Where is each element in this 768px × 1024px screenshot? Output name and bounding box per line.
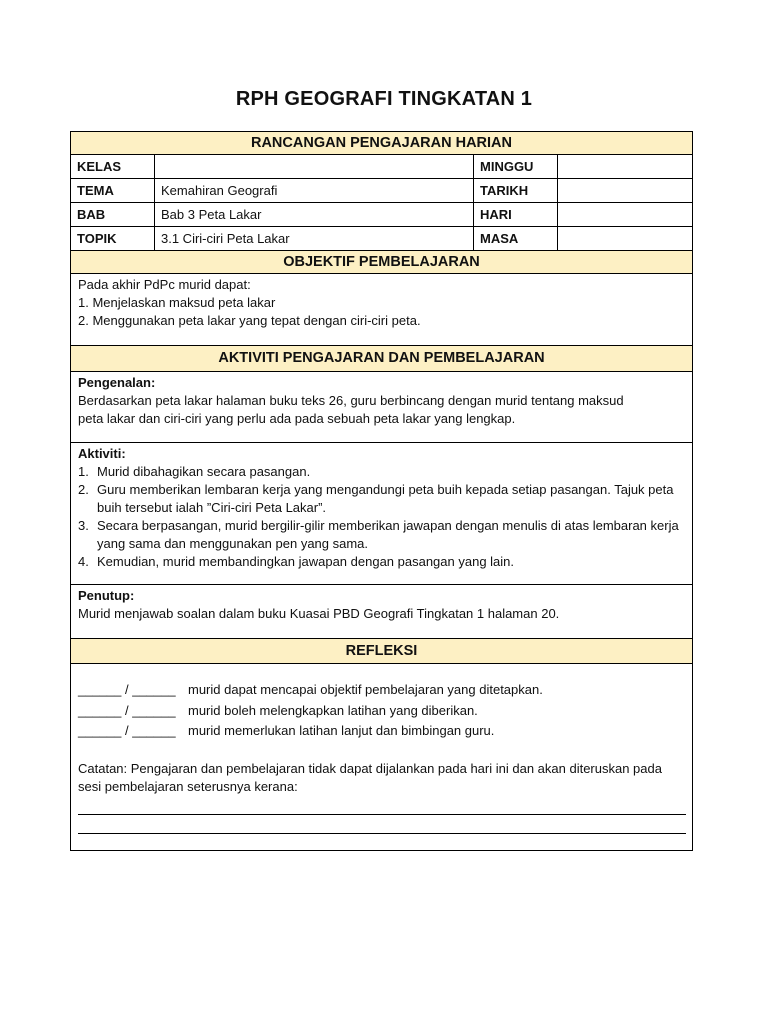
list-text: Kemudian, murid membandingkan jawapan dengan pasangan yang lain. bbox=[97, 554, 515, 569]
info-label: MINGGU bbox=[474, 155, 558, 178]
pengenalan-line: peta lakar dan ciri-ciri yang perlu ada pada sebuah peta lakar yang lengkap. bbox=[78, 411, 516, 426]
info-label: HARI bbox=[474, 203, 558, 226]
info-value bbox=[558, 203, 692, 226]
aktiviti-title: Aktiviti: bbox=[78, 446, 126, 461]
info-value bbox=[558, 179, 692, 202]
list-item bbox=[78, 481, 685, 517]
pengenalan-section bbox=[71, 372, 692, 443]
info-label: KELAS bbox=[71, 155, 155, 178]
objektif-line: 2. Menggunakan peta lakar yang tepat dengan ciri-ciri peta. bbox=[78, 313, 421, 328]
header-band: RANCANGAN PENGAJARAN HARIAN bbox=[71, 132, 692, 155]
info-value: 3.1 Ciri-ciri Peta Lakar bbox=[155, 227, 474, 250]
list-item bbox=[78, 517, 685, 553]
refleksi-heading: REFLEKSI bbox=[71, 639, 692, 664]
lesson-plan-table bbox=[70, 131, 693, 851]
penutup-text: Murid menjawab soalan dalam buku Kuasai PBD Geografi Tingkatan 1 halaman 20. bbox=[78, 606, 560, 621]
refleksi-text: murid memerlukan latihan lanjut dan bimbingan guru. bbox=[188, 723, 495, 738]
info-label: TEMA bbox=[71, 179, 155, 202]
list-number: 1. bbox=[78, 464, 89, 479]
info-row-topik bbox=[71, 227, 692, 251]
objektif-line: Pada akhir PdPc murid dapat: bbox=[78, 277, 251, 292]
info-row-tema bbox=[71, 179, 692, 203]
pengenalan-line: Berdasarkan peta lakar halaman buku teks 26, guru berbincang dengan murid tentang maksud bbox=[78, 393, 624, 408]
answer-line bbox=[78, 815, 686, 834]
list-item bbox=[78, 553, 685, 571]
refleksi-line bbox=[78, 680, 685, 701]
info-label: MASA bbox=[474, 227, 558, 250]
list-number: 4. bbox=[78, 554, 89, 569]
list-item bbox=[78, 463, 685, 481]
info-label: TOPIK bbox=[71, 227, 155, 250]
answer-line bbox=[78, 796, 686, 815]
info-value bbox=[155, 155, 474, 178]
refleksi-blank: ______ / ______ bbox=[78, 682, 176, 697]
list-number: 3. bbox=[78, 518, 89, 533]
catatan-text: Catatan: Pengajaran dan pembelajaran tidak dapat dijalankan pada hari ini dan akan diteruskan pada sesi pembelajaran seterusnya kerana: bbox=[78, 760, 662, 794]
refleksi-section bbox=[71, 664, 692, 850]
info-row-kelas bbox=[71, 155, 692, 179]
refleksi-text: murid dapat mencapai objektif pembelajaran yang ditetapkan. bbox=[188, 682, 543, 697]
objektif-heading: OBJEKTIF PEMBELAJARAN bbox=[71, 251, 692, 274]
page-title: RPH GEOGRAFI TINGKATAN 1 bbox=[235, 88, 533, 110]
info-label: BAB bbox=[71, 203, 155, 226]
aktiviti-list bbox=[78, 463, 685, 571]
list-text: Murid dibahagikan secara pasangan. bbox=[97, 464, 311, 479]
objektif-line: 1. Menjelaskan maksud peta lakar bbox=[78, 295, 276, 310]
pengenalan-title: Pengenalan: bbox=[78, 375, 156, 390]
info-value: Kemahiran Geografi bbox=[155, 179, 474, 202]
aktiviti-heading: AKTIVITI PENGAJARAN DAN PEMBELAJARAN bbox=[71, 346, 692, 372]
refleksi-line bbox=[78, 721, 685, 742]
list-number: 2. bbox=[78, 482, 89, 497]
refleksi-text: murid boleh melengkapkan latihan yang diberikan. bbox=[188, 702, 478, 718]
aktiviti-section bbox=[71, 443, 692, 585]
info-value bbox=[558, 227, 692, 250]
list-text: Guru memberikan lembaran kerja yang mengandungi peta buih kepada setiap pasangan. Tajuk peta buih tersebut ialah ”Ciri-ciri Peta Lakar”. bbox=[97, 482, 674, 515]
refleksi-line bbox=[78, 701, 685, 722]
info-value: Bab 3 Peta Lakar bbox=[155, 203, 474, 226]
info-value bbox=[558, 155, 692, 178]
objektif-section bbox=[71, 274, 692, 346]
info-label: TARIKH bbox=[474, 179, 558, 202]
list-text: Secara berpasangan, murid bergilir-gilir memberikan jawapan dengan menulis di atas lembaran kerja yang sama dan menggunakan pen yang sama. bbox=[97, 518, 679, 551]
info-row-bab bbox=[71, 203, 692, 227]
penutup-section bbox=[71, 585, 692, 639]
refleksi-blank: ______ / ______ bbox=[78, 702, 176, 718]
refleksi-blank: ______ / ______ bbox=[78, 723, 176, 738]
penutup-title: Penutup: bbox=[78, 588, 135, 603]
